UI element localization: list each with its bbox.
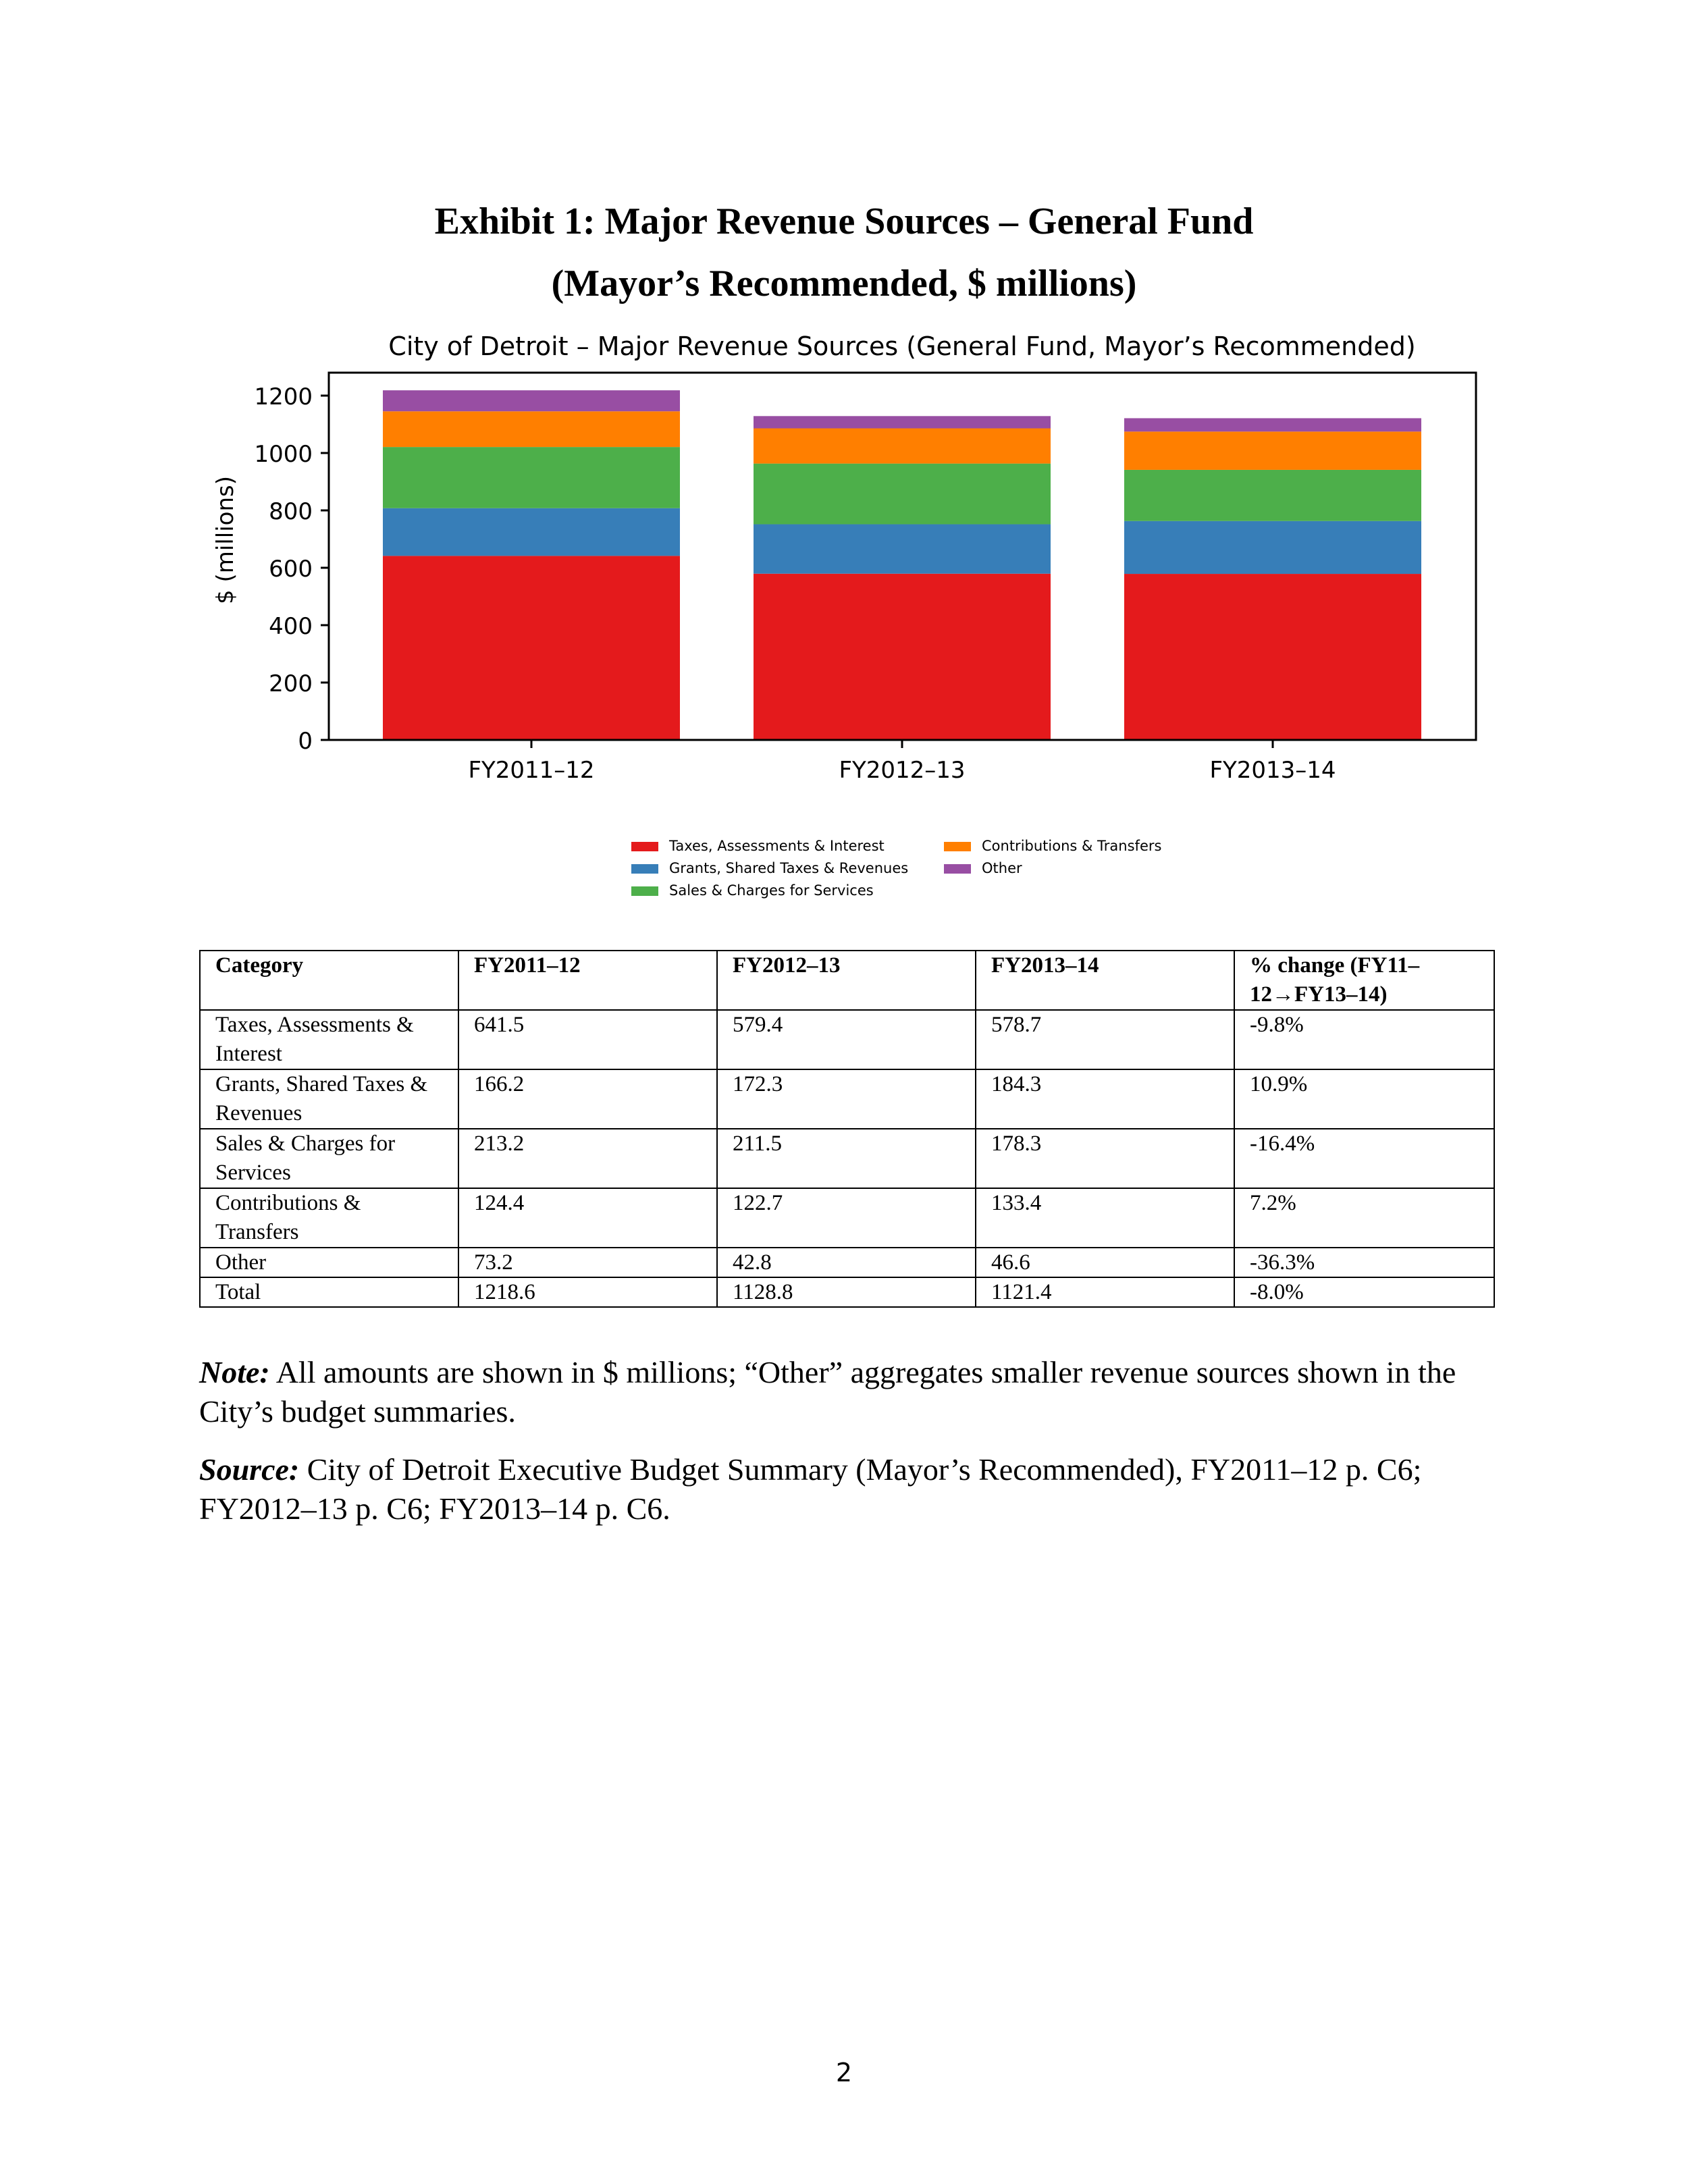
bar-taxes-assessments-interest-fy2012-13 — [754, 574, 1051, 740]
cell-value: 213.2 — [458, 1129, 717, 1188]
note-paragraph — [199, 1353, 1502, 1431]
cell-value: 1218.6 — [458, 1277, 717, 1307]
bar-grants-shared-taxes-revenues-fy2013-14 — [1124, 521, 1421, 574]
cell-value: 641.5 — [458, 1010, 717, 1069]
y-tick-label: 0 — [298, 728, 313, 755]
bar-taxes-assessments-interest-fy2013-14 — [1124, 574, 1421, 740]
bar-other-fy2012-13 — [754, 416, 1051, 428]
table-row — [200, 1248, 1494, 1277]
legend-label-grants-shared-taxes-revenues: Grants, Shared Taxes & Revenues — [669, 860, 909, 876]
cell-value: 172.3 — [717, 1069, 976, 1129]
note-label: Note: — [199, 1355, 270, 1389]
cell-category: Taxes, Assessments & Interest — [200, 1010, 458, 1069]
legend-swatch-other — [944, 864, 971, 874]
cell-value: 42.8 — [717, 1248, 976, 1277]
table-row — [200, 1069, 1494, 1129]
header-fy2011-12: FY2011–12 — [458, 951, 717, 1010]
exhibit-title: Exhibit 1: Major Revenue Sources – General Fund — [434, 201, 1254, 242]
bar-contributions-transfers-fy2012-13 — [754, 428, 1051, 463]
y-axis-label: $ (millions) — [212, 476, 239, 604]
bar-other-fy2011-12 — [383, 390, 680, 411]
legend-swatch-grants-shared-taxes-revenues — [631, 864, 658, 874]
table-row-total — [200, 1277, 1494, 1307]
note-text: All amounts are shown in $ millions; “Other” aggregates smaller revenue sources shown in the City’s budget summaries. — [199, 1355, 1456, 1429]
table-row — [200, 1188, 1494, 1248]
bar-contributions-transfers-fy2011-12 — [383, 411, 680, 447]
x-tick-label: FY2012–13 — [839, 757, 966, 784]
cell-category: Grants, Shared Taxes & Revenues — [200, 1069, 458, 1129]
bar-grants-shared-taxes-revenues-fy2012-13 — [754, 525, 1051, 574]
cell-value: 211.5 — [717, 1129, 976, 1188]
page-number: 2 — [835, 2058, 853, 2087]
cell-change: -36.3% — [1234, 1248, 1494, 1277]
x-tick-label: FY2011–12 — [468, 757, 595, 784]
revenue-table — [199, 950, 1495, 1308]
legend-swatch-taxes-assessments-interest — [631, 842, 658, 851]
bar-sales-charges-for-services-fy2012-13 — [754, 464, 1051, 525]
bar-taxes-assessments-interest-fy2011-12 — [383, 556, 680, 740]
bar-sales-charges-for-services-fy2013-14 — [1124, 470, 1421, 521]
legend-label-other: Other — [982, 860, 1022, 876]
cell-value: 579.4 — [717, 1010, 976, 1069]
legend-swatch-contributions-transfers — [944, 842, 971, 851]
table-row — [200, 1129, 1494, 1188]
cell-category: Sales & Charges for Services — [200, 1129, 458, 1188]
source-label: Source: — [199, 1452, 300, 1487]
exhibit-subtitle: (Mayor’s Recommended, $ millions) — [551, 263, 1137, 304]
legend-label-taxes-assessments-interest: Taxes, Assessments & Interest — [669, 838, 885, 854]
bars-layer — [383, 390, 1421, 740]
cell-category: Other — [200, 1248, 458, 1277]
bar-grants-shared-taxes-revenues-fy2011-12 — [383, 508, 680, 556]
bar-contributions-transfers-fy2013-14 — [1124, 431, 1421, 470]
cell-change: -9.8% — [1234, 1010, 1494, 1069]
chart-legend — [631, 838, 1161, 899]
header-fy2013-14: FY2013–14 — [976, 951, 1234, 1010]
chart-title: City of Detroit – Major Revenue Sources (General Fund, Mayor’s Recommended) — [388, 331, 1416, 361]
cell-category: Total — [200, 1277, 458, 1307]
cell-value: 122.7 — [717, 1188, 976, 1248]
cell-value: 46.6 — [976, 1248, 1234, 1277]
cell-value: 73.2 — [458, 1248, 717, 1277]
cell-category: Contributions & Transfers — [200, 1188, 458, 1248]
cell-change: 7.2% — [1234, 1188, 1494, 1248]
y-tick-label: 400 — [269, 613, 313, 640]
y-tick-label: 800 — [269, 498, 313, 525]
cell-change: -16.4% — [1234, 1129, 1494, 1188]
legend-label-sales-charges-for-services: Sales & Charges for Services — [669, 882, 874, 899]
cell-value: 578.7 — [976, 1010, 1234, 1069]
x-tick-label: FY2013–14 — [1209, 757, 1336, 784]
header-fy2012-13: FY2012–13 — [717, 951, 976, 1010]
y-tick-label: 1200 — [254, 383, 313, 410]
y-ticks — [254, 383, 329, 755]
y-tick-label: 200 — [269, 670, 313, 697]
cell-value: 133.4 — [976, 1188, 1234, 1248]
cell-value: 178.3 — [976, 1129, 1234, 1188]
revenue-stacked-bar-chart — [0, 317, 1688, 925]
table-header-row — [200, 951, 1494, 1010]
cell-change: 10.9% — [1234, 1069, 1494, 1129]
source-text: City of Detroit Executive Budget Summary (Mayor’s Recommended), FY2011–12 p. C6; FY2012–13 p. C6; FY2013–14 p. C6. — [199, 1452, 1422, 1526]
cell-value: 1128.8 — [717, 1277, 976, 1307]
header-pct-change: % change (FY11–12→FY13–14) — [1234, 951, 1494, 1010]
source-paragraph — [199, 1450, 1502, 1528]
legend-swatch-sales-charges-for-services — [631, 886, 658, 896]
y-tick-label: 1000 — [254, 441, 313, 468]
cell-value: 166.2 — [458, 1069, 717, 1129]
legend-label-contributions-transfers: Contributions & Transfers — [982, 838, 1162, 854]
cell-change: -8.0% — [1234, 1277, 1494, 1307]
table-row — [200, 1010, 1494, 1069]
header-category: Category — [200, 951, 458, 1010]
cell-value: 184.3 — [976, 1069, 1234, 1129]
x-ticks — [468, 740, 1336, 784]
bar-other-fy2013-14 — [1124, 418, 1421, 431]
cell-value: 1121.4 — [976, 1277, 1234, 1307]
bar-sales-charges-for-services-fy2011-12 — [383, 447, 680, 508]
y-tick-label: 600 — [269, 556, 313, 583]
cell-value: 124.4 — [458, 1188, 717, 1248]
